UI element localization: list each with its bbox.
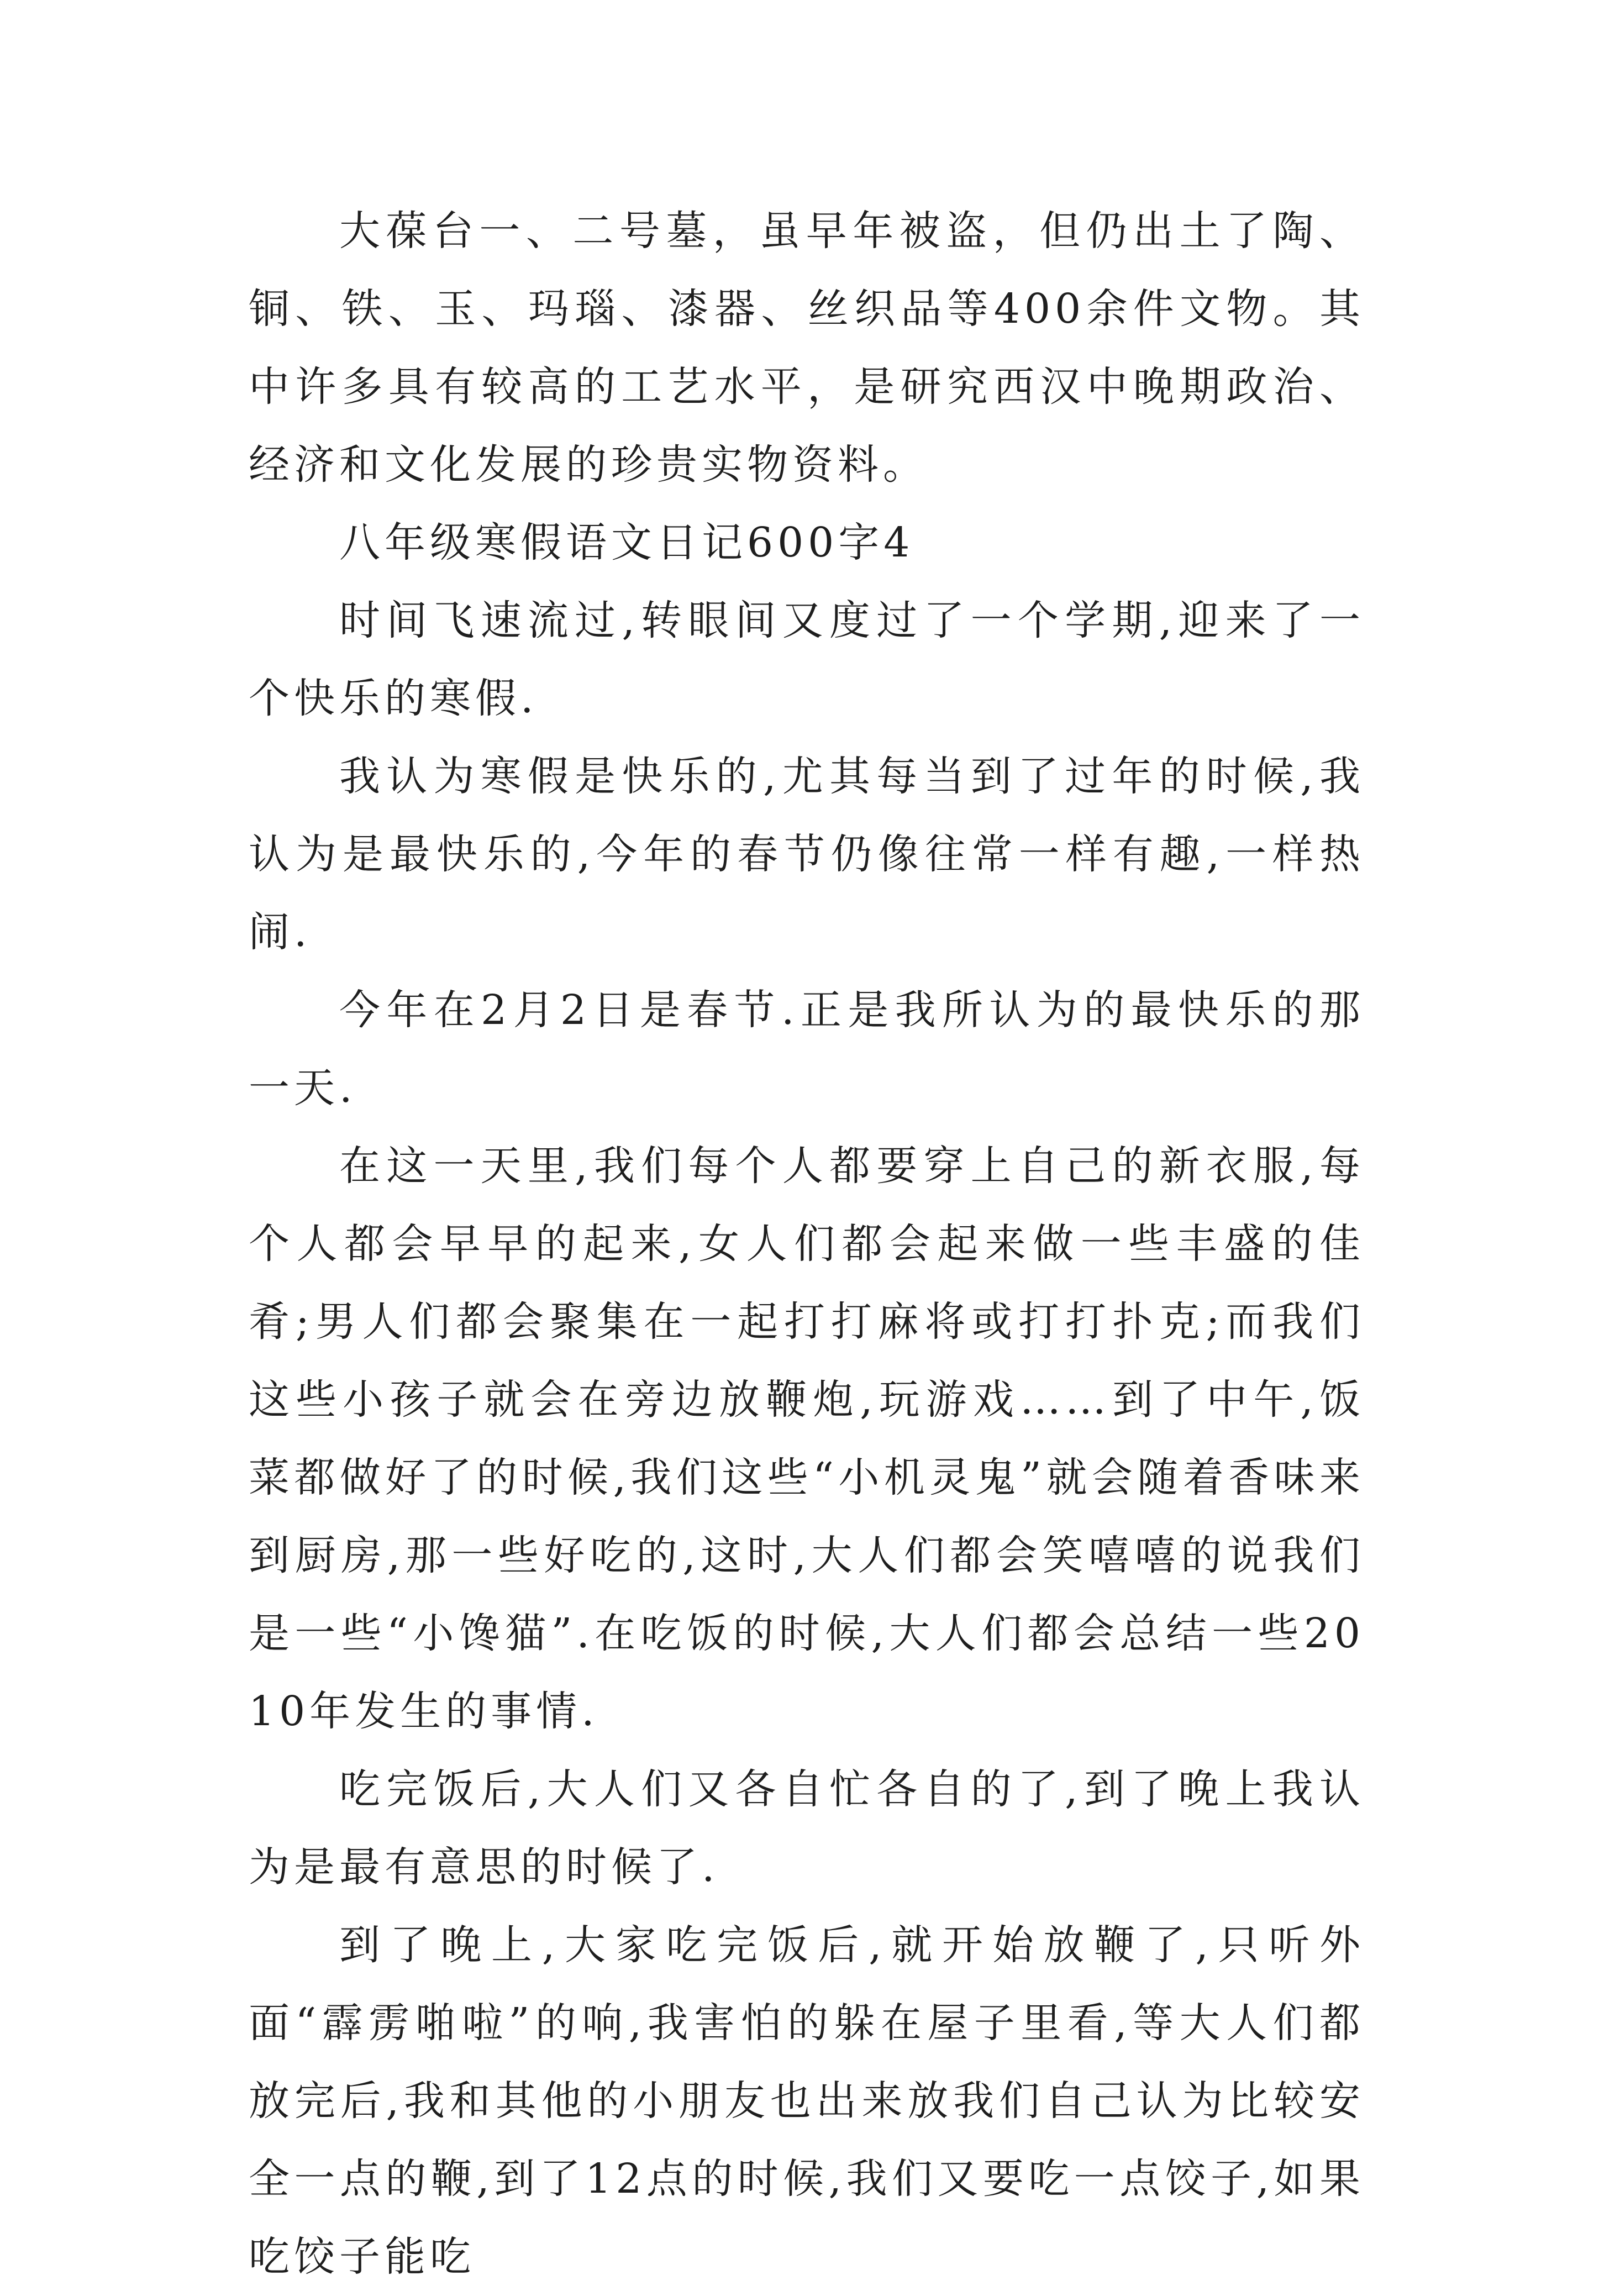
paragraph-winter-break-happy: 我认为寒假是快乐的,尤其每当到了过年的时候,我认为是最快乐的,今年的春节仍像往常一样有趣,一样热闹. bbox=[249, 753, 1365, 956]
paragraph-tomb-artifacts: 大葆台一、二号墓，虽早年被盗，但仍出土了陶、铜、铁、玉、玛瑙、漆器、丝织品等400余件文物。其中许多具有较高的工艺水平，是研究西汉中晚期政治、经济和文化发展的珍贵实物资料。 bbox=[249, 207, 1365, 488]
body-text bbox=[249, 192, 1365, 2296]
paragraph-time-flies: 时间飞速流过,转眼间又度过了一个学期,迎来了一个快乐的寒假. bbox=[249, 597, 1365, 722]
diary-heading: 八年级寒假语文日记600字4 bbox=[339, 519, 914, 566]
paragraph-spring-festival-date: 今年在2月2日是春节.正是我所认为的最快乐的那一天. bbox=[249, 986, 1365, 1112]
paragraph-after-dinner: 吃完饭后,大人们又各自忙各自的了,到了晚上我认为是最有意思的时候了. bbox=[249, 1766, 1365, 1891]
paragraph-festival-day: 在这一天里,我们每个人都要穿上自己的新衣服,每个人都会早早的起来,女人们都会起来做一些丰盛的佳肴;男人们都会聚集在一起打打麻将或打打扑克;而我们这些小孩子就会在旁边放鞭炮,玩游戏……到了中午,饭菜都做好了的时候,我们这些“小机灵鬼”就会随着香味来到厨房,那一些好吃的,这时,大人们都会笑嘻嘻的说我们是一些“小馋猫”.在吃饭的时候,大人们都会总结一些2010年发生的事情. bbox=[249, 1142, 1365, 1735]
paragraph-evening-firecrackers: 到了晚上,大家吃完饭后,就开始放鞭了,只听外面“霹雳啪啦”的响,我害怕的躲在屋子里看,等大人们都放完后,我和其他的小朋友也出来放我们自己认为比较安全一点的鞭,到了12点的时候,我们又要吃一点饺子,如果吃饺子能吃 bbox=[249, 1921, 1365, 2281]
